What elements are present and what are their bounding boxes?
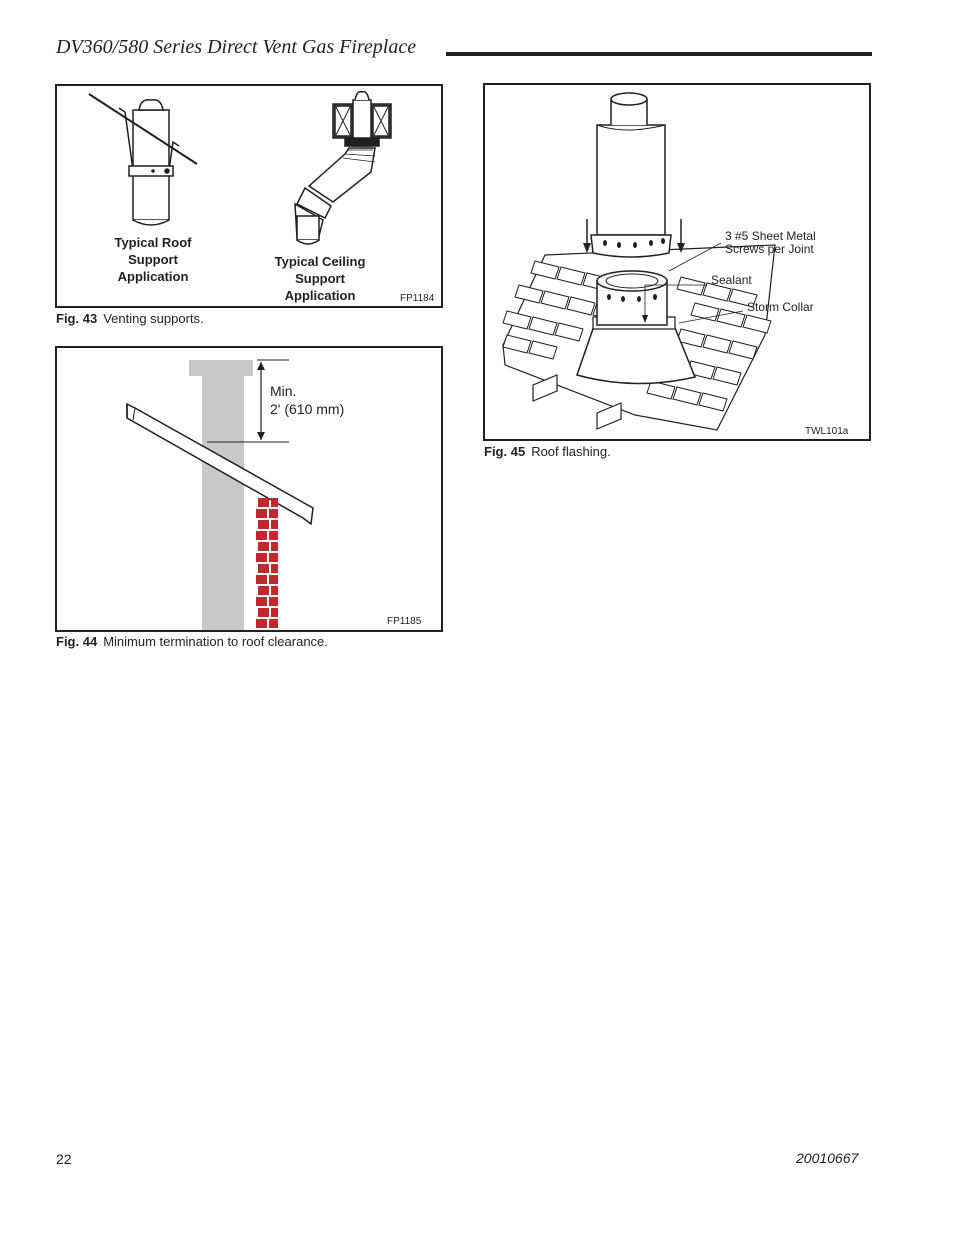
figure-44-roof-clearance (55, 346, 443, 632)
brick (258, 564, 269, 573)
brick-chimney (256, 498, 278, 628)
caption-number: Fig. 45 (484, 444, 526, 459)
brick (271, 608, 278, 617)
brick (258, 520, 269, 529)
figure-code: FP1185 (387, 616, 422, 627)
figure-43-caption (56, 311, 204, 326)
brick (256, 509, 267, 518)
brick (271, 542, 278, 551)
brick (256, 531, 267, 540)
callout-storm-collar: Storm Collar (747, 300, 814, 314)
callout-sealant: Sealant (711, 273, 752, 287)
brick (256, 597, 267, 606)
roof-flashing-illustration (485, 85, 869, 439)
callout-sheet-metal-screws: 3 #5 Sheet Metal Screws per Joint (725, 229, 816, 256)
brick (271, 520, 278, 529)
caption-number: Fig. 44 (56, 634, 98, 649)
brick (258, 586, 269, 595)
brick (258, 608, 269, 617)
label-typical-ceiling-support: Typical Ceiling Support Application (274, 254, 366, 303)
brick (256, 575, 267, 584)
brick (269, 619, 278, 628)
page-number: 22 (56, 1151, 72, 1167)
roof-clearance-illustration (57, 348, 441, 630)
figure-44-caption (56, 634, 328, 649)
figure-43-venting-supports (55, 84, 443, 308)
clearance-label: Min. 2' (610 mm) (270, 383, 345, 417)
label-typical-roof-support: Typical Roof Support Application (114, 235, 192, 284)
brick (258, 542, 269, 551)
caption-text: Venting supports. (103, 311, 204, 326)
brick (271, 498, 278, 507)
page-title: DV360/580 Series Direct Vent Gas Fireplace (56, 36, 417, 58)
brick (256, 619, 267, 628)
brick (269, 531, 278, 540)
brick (271, 564, 278, 573)
brick (269, 597, 278, 606)
brick (269, 553, 278, 562)
brick (256, 553, 267, 562)
caption-text: Roof flashing. (531, 444, 611, 459)
figure-code: FP1184 (400, 293, 435, 304)
figure-code: TWL101a (805, 426, 849, 437)
header-rule (446, 52, 872, 56)
brick (271, 586, 278, 595)
brick (269, 575, 278, 584)
caption-number: Fig. 43 (56, 311, 98, 326)
document-number: 20010667 (796, 1150, 859, 1166)
brick (269, 509, 278, 518)
figure-45-caption (484, 444, 611, 459)
caption-text: Minimum termination to roof clearance. (103, 634, 328, 649)
figure-45-roof-flashing (483, 83, 871, 441)
brick (258, 498, 269, 507)
